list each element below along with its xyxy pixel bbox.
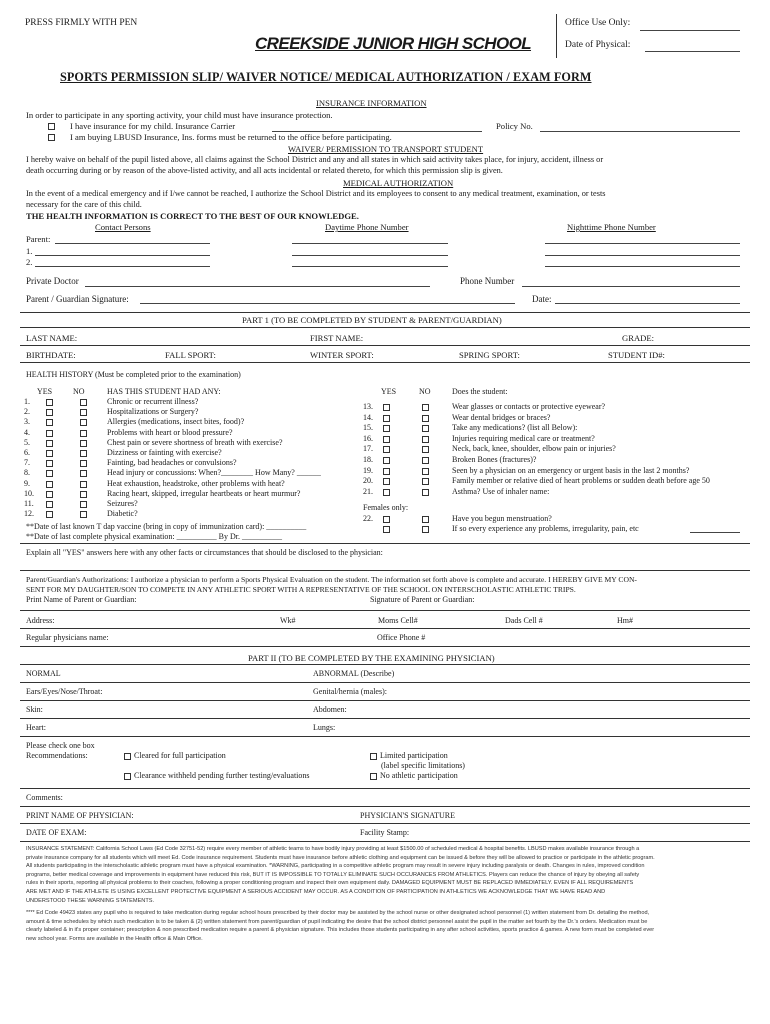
address-label: Address: — [26, 616, 55, 625]
question-number: 5. — [24, 437, 30, 447]
guardian-signature-label: Signature of Parent or Guardian: — [370, 595, 475, 604]
question-text: Fainting, bad headaches or convulsions? — [107, 458, 237, 468]
date-of-physical-field[interactable] — [645, 51, 740, 52]
divider — [20, 628, 750, 629]
no-checkbox[interactable] — [422, 489, 429, 496]
question-number: 9. — [24, 478, 30, 488]
divider — [20, 736, 750, 737]
footer-line: rules in their sports, reporting all physical problems to their coaches, following a proper conditioning program and inspect their own equipment daily. DAMAGED EQUIPMENT MUST BE REPLACED IMMEDIATELY. EVEN IF ALL REQUIREMENTS — [26, 880, 634, 887]
cleared-checkbox[interactable] — [124, 753, 131, 760]
no-checkbox[interactable] — [80, 491, 87, 498]
question-number: 16. — [363, 433, 373, 443]
question-number: 20. — [363, 476, 373, 486]
divider — [20, 841, 750, 842]
parent-day-phone-field[interactable] — [292, 243, 448, 244]
no-checkbox[interactable] — [422, 468, 429, 475]
q22b-no-checkbox[interactable] — [422, 526, 429, 533]
question-number: 12. — [24, 509, 34, 519]
yes-checkbox[interactable] — [46, 419, 53, 426]
question-text: Broken Bones (fractures)? — [452, 455, 537, 464]
withheld-checkbox[interactable] — [124, 773, 131, 780]
no-checkbox[interactable] — [80, 501, 87, 508]
divider — [20, 312, 750, 313]
yes-checkbox[interactable] — [383, 457, 390, 464]
yes-checkbox[interactable] — [46, 399, 53, 406]
yes-checkbox[interactable] — [383, 478, 390, 485]
medical-auth-heading: MEDICAL AUTHORIZATION — [343, 178, 454, 188]
question-22-number: 22. — [363, 514, 373, 523]
authorization-text-2: SENT FOR MY DAUGHTER/SON TO COMPETE IN ANY ATHLETIC SPORT WITH A REPRESENTATIVE OF THE SCHOOL ON INTERSCHOLASTIC ATHLETIC TRIPS. — [26, 585, 576, 594]
divider — [20, 345, 750, 346]
no-checkbox[interactable] — [422, 478, 429, 485]
print-physician-label: PRINT NAME OF PHYSICIAN: — [26, 811, 134, 820]
q22-yes-checkbox[interactable] — [383, 516, 390, 523]
females-only-label: Females only: — [363, 503, 409, 512]
no-checkbox[interactable] — [422, 404, 429, 411]
comments-label: Comments: — [26, 793, 63, 802]
cleared-label: Cleared for full participation — [134, 751, 226, 760]
explain-yes-label: Explain all "YES" answers here with any other facts or circumstances that should be disclosed to the physician: — [26, 548, 383, 557]
yes-checkbox[interactable] — [383, 415, 390, 422]
last-name-label: LAST NAME: — [26, 333, 78, 343]
question-text: Neck, back, knee, shoulder, elbow pain or injuries? — [452, 444, 616, 454]
divider — [20, 823, 750, 824]
parent-label: Parent: — [26, 234, 51, 244]
part1-heading: PART 1 (TO BE COMPLETED BY STUDENT & PARENT/GUARDIAN) — [242, 315, 502, 325]
yes-checkbox[interactable] — [383, 436, 390, 443]
divider — [20, 570, 750, 571]
contact-1-day-phone-field[interactable] — [292, 255, 448, 256]
question-number: 1. — [24, 397, 30, 406]
ears-eyes-label: Ears/Eyes/Nose/Throat: — [26, 687, 103, 696]
normal-label: NORMAL — [26, 669, 61, 678]
question-text: Wear dental bridges or braces? — [452, 412, 551, 422]
insurance-heading: INSURANCE INFORMATION — [316, 98, 427, 108]
yes-checkbox[interactable] — [46, 440, 53, 447]
question-22-text: Have you begun menstruation? — [452, 514, 552, 523]
question-text: Racing heart, skipped, irregular heartbeats or heart murmur? — [107, 488, 301, 498]
no-column-header-right: NO — [419, 387, 431, 396]
yes-checkbox[interactable] — [46, 450, 53, 457]
student-id-label: STUDENT ID#: — [608, 350, 665, 360]
limited-checkbox[interactable] — [370, 753, 377, 760]
question-text: Heat exhaustion, headstroke, other problems with heat? — [107, 478, 285, 488]
has-insurance-checkbox[interactable] — [48, 123, 55, 130]
footer-line: INSURANCE STATEMENT: California School Laws (Ed Code 32751-52) require every member of athletic teams to have bodily injury providing at least $1500.00 of scheduled medical & hospital benefits. LBUSD makes available insurance through a — [26, 846, 640, 852]
regular-physician-label: Regular physicians name: — [26, 633, 109, 642]
limited-label: Limited participation — [380, 751, 448, 760]
left-questions-title: HAS THIS STUDENT HAD ANY: — [107, 387, 221, 396]
waiver-text-2: death occurring during or by reason of the above-listed activity, and all acts incidental or related thereto, for which this permission slip is given. — [26, 166, 503, 175]
q22-no-checkbox[interactable] — [422, 516, 429, 523]
has-insurance-label: I have insurance for my child. Insurance Carrier — [70, 121, 236, 131]
dads-cell-label: Dads Cell # — [505, 616, 543, 625]
divider — [20, 362, 750, 363]
print-name-label: Print Name of Parent or Guardian: — [26, 595, 137, 604]
divider — [20, 543, 750, 544]
question-text: Chest pain or severe shortness of breath with exercise? — [107, 437, 283, 447]
divider — [20, 610, 750, 611]
health-history-heading: HEALTH HISTORY (Must be completed prior to the examination) — [26, 370, 241, 379]
question-text: Family member or relative died of heart problems or sudden death before age 50 — [452, 476, 710, 486]
yes-checkbox[interactable] — [46, 430, 53, 437]
grade-label: GRADE: — [622, 333, 654, 343]
question-number: 7. — [24, 458, 30, 468]
recommendations-label: Recommendations: — [26, 751, 88, 760]
office-box-divider — [556, 14, 557, 58]
q22b-field[interactable] — [690, 532, 740, 533]
genital-label: Genital/hernia (males): — [313, 687, 387, 696]
private-doctor-field[interactable] — [85, 286, 430, 287]
signature-date-field[interactable] — [555, 303, 740, 304]
yes-checkbox[interactable] — [46, 460, 53, 467]
yes-checkbox[interactable] — [46, 491, 53, 498]
no-checkbox[interactable] — [80, 399, 87, 406]
no-checkbox[interactable] — [80, 450, 87, 457]
contact-1-label: 1. — [26, 246, 33, 256]
first-name-label: FIRST NAME: — [310, 333, 364, 343]
question-text: Take any medications? (list all Below): — [452, 423, 578, 433]
home-phone-label: Hm# — [617, 616, 633, 625]
footer-line: programs, better medical coverage and improvements in equipment have reduced this risk, BUT IT IS IMPOSSIBLE TO TOTALLY ELIMINATE SUCH OCCURANCES FROM ATHLETICS. Players can reduce the chance of injury by obeying all safety — [26, 871, 640, 878]
parent-night-phone-field[interactable] — [545, 243, 740, 244]
question-text: Dizziness or fainting with exercise? — [107, 448, 222, 457]
date-of-exam-label: DATE OF EXAM: — [26, 828, 87, 837]
nighttime-phone-heading: Nighttime Phone Number — [567, 222, 656, 232]
contact-2-label: 2. — [26, 257, 33, 267]
moms-cell-label: Moms Cell# — [378, 616, 418, 625]
question-text: Head injury or concussions: When?________ How Many? ______ — [107, 468, 321, 478]
divider — [20, 646, 750, 647]
heart-label: Heart: — [26, 723, 46, 732]
contact-2-night-phone-field[interactable] — [545, 266, 740, 267]
yes-column-header-right: YES — [381, 387, 397, 396]
divider — [20, 806, 750, 807]
no-checkbox[interactable] — [422, 457, 429, 464]
no-checkbox[interactable] — [80, 419, 87, 426]
insurance-intro: In order to participate in any sporting activity, your child must have insurance protection. — [26, 110, 333, 120]
no-checkbox[interactable] — [80, 511, 87, 518]
buying-insurance-checkbox[interactable] — [48, 134, 55, 141]
footer-line: clearly labeled & in it's proper container; prescription & non prescribed medication require a parent & physician signature. This includes those students participating in any after school activities, sports practice & games. A new form must be completed ever — [26, 927, 655, 934]
contact-2-day-phone-field[interactable] — [292, 266, 448, 267]
office-use-only-field[interactable] — [640, 30, 740, 31]
question-text: Diabetic? — [107, 509, 138, 519]
signature-date-label: Date: — [532, 294, 552, 304]
certify-statement: THE HEALTH INFORMATION IS CORRECT TO THE BEST OF OUR KNOWLEDGE. — [26, 211, 359, 221]
question-number: 15. — [363, 423, 373, 433]
no-checkbox[interactable] — [80, 470, 87, 477]
waiver-heading: WAIVER/ PERMISSION TO TRANSPORT STUDENT — [288, 144, 484, 154]
question-number: 13. — [363, 402, 373, 411]
question-number: 10. — [24, 488, 34, 498]
question-text: Injuries requiring medical care or treatment? — [452, 433, 595, 443]
yes-checkbox[interactable] — [383, 468, 390, 475]
question-number: 14. — [363, 412, 373, 422]
footer-line: ARE MET AND IF THE ATHLETE IS USING EXCELLENT PROTECTIVE EQUIPMENT A SERIOUS ACCIDENT MAY OCCUR. AS A CONDITION OF PARTICIPATION IN ATHLETICS WE ACKNOWLEDGE THAT WE HAVE READ AND — [26, 889, 606, 895]
question-22b-text: If so every experience any problems, irregularity, pain, etc — [452, 524, 639, 533]
office-phone-label: Office Phone # — [377, 633, 426, 642]
question-text: Hospitalizations or Surgery? — [107, 407, 199, 417]
form-title: SPORTS PERMISSION SLIP/ WAIVER NOTICE/ MEDICAL AUTHORIZATION / EXAM FORM — [60, 70, 592, 84]
yes-checkbox[interactable] — [46, 501, 53, 508]
work-phone-label: Wk# — [280, 616, 296, 625]
no-checkbox[interactable] — [80, 460, 87, 467]
facility-stamp-label: Facility Stamp: — [360, 828, 410, 837]
waiver-text-1: I hereby waive on behalf of the pupil listed above, all claims against the School District and any and all states in which said activity takes place, for injury, accident, illness or — [26, 155, 604, 164]
birthdate-label: BIRTHDATE: — [26, 350, 76, 360]
private-doctor-label: Private Doctor — [26, 276, 79, 286]
physician-signature-label: PHYSICIAN'S SIGNATURE — [360, 811, 456, 820]
policy-no-label: Policy No. — [496, 121, 533, 131]
abdomen-label: Abdomen: — [313, 705, 347, 714]
footer-line: new school year. Forms are available in the Health office & Main Office. — [26, 935, 203, 942]
question-number: 3. — [24, 417, 30, 427]
last-physical-line: **Date of last complete physical examination: __________ By Dr. __________ — [26, 532, 282, 541]
contact-1-name-field[interactable] — [35, 255, 210, 256]
question-number: 11. — [24, 499, 34, 508]
no-column-header: NO — [73, 387, 85, 396]
q22b-yes-checkbox[interactable] — [383, 526, 390, 533]
divider — [20, 700, 750, 701]
check-one-label: Please check one box — [26, 741, 95, 750]
medical-auth-text-2: necessary for the care of this child. — [26, 200, 142, 209]
no-checkbox[interactable] — [80, 430, 87, 437]
lungs-label: Lungs: — [313, 723, 336, 732]
question-text: Chronic or recurrent illness? — [107, 397, 199, 406]
yes-checkbox[interactable] — [46, 511, 53, 518]
contact-2-name-field[interactable] — [35, 266, 210, 267]
right-questions-title: Does the student: — [452, 387, 508, 396]
yes-checkbox[interactable] — [46, 481, 53, 488]
footer-line: private insurance company for all students which will meet Ed. Code insurance requirement. Students must have insurance before athletic clothing and equipment can be issued & before they will be allowed to practice or participate in the athletic program. — [26, 854, 655, 861]
skin-label: Skin: — [26, 705, 43, 714]
label-limits-note: (label specific limitations) — [381, 761, 465, 770]
date-of-physical-label: Date of Physical: — [565, 40, 631, 50]
medical-auth-text-1: In the event of a medical emergency and if I/we cannot be reached, I authorize the School District and its employees to consent to any medical treatment, examination, or tests — [26, 189, 606, 198]
footer-line: All students participating in the interscholastic athletic program must have a physical examination. *WARNING, participating in a competitive athletic program may result in severe injury including paralysis or death. Changes in rules, improved condition — [26, 863, 645, 870]
yes-checkbox[interactable] — [383, 425, 390, 432]
footer-line: UNDERSTOOD THESE WARNING STATEMENTS. — [26, 897, 155, 904]
no-checkbox[interactable] — [80, 409, 87, 416]
yes-column-header: YES — [37, 387, 53, 396]
phone-number-label: Phone Number — [460, 276, 515, 286]
question-text: Wear glasses or contacts or protective eyewear? — [452, 402, 606, 411]
question-number: 21. — [363, 486, 373, 496]
press-firmly-note: PRESS FIRMLY WITH PEN — [25, 18, 138, 28]
question-text: Problems with heart or blood pressure? — [107, 427, 233, 437]
doctor-phone-field[interactable] — [522, 286, 740, 287]
question-text: Seen by a physician on an emergency or urgent basis in the last 2 months? — [452, 465, 690, 475]
spring-sport-label: SPRING SPORT: — [459, 350, 520, 360]
question-text: Seizures? — [107, 499, 138, 508]
footer-line: **** Ed Code 49423 states any pupil who is required to take medication during regular school hours prescribed by their doctor may be assisted by the school nurse or other designated school personnel (1) written statement from Dr. detailing the method, — [26, 910, 650, 916]
no-athletic-checkbox[interactable] — [370, 773, 377, 780]
daytime-phone-heading: Daytime Phone Number — [325, 222, 409, 232]
parent-signature-field[interactable] — [140, 303, 515, 304]
authorization-text-1: Parent/Guardian's Authorizations: I authorize a physician to perform a Sports Physical Evaluation on the student. The information set forth above is complete and accurate. I HEREBY GIVE MY CON- — [26, 575, 637, 584]
no-athletic-label: No athletic participation — [380, 771, 458, 780]
no-checkbox[interactable] — [422, 446, 429, 453]
divider — [20, 788, 750, 789]
divider — [20, 682, 750, 683]
school-name: CREEKSIDE JUNIOR HIGH SCHOOL — [255, 34, 532, 53]
buying-insurance-label: I am buying LBUSD Insurance, Ins. forms must be returned to the office before participating. — [70, 132, 392, 142]
question-number: 19. — [363, 465, 373, 475]
no-checkbox[interactable] — [80, 481, 87, 488]
parent-signature-label: Parent / Guardian Signature: — [26, 294, 129, 304]
yes-checkbox[interactable] — [383, 446, 390, 453]
yes-checkbox[interactable] — [383, 404, 390, 411]
question-number: 6. — [24, 448, 30, 457]
no-checkbox[interactable] — [422, 436, 429, 443]
contact-1-night-phone-field[interactable] — [545, 255, 740, 256]
parent-name-field[interactable] — [55, 243, 210, 244]
divider — [20, 327, 750, 328]
question-text: Asthma? Use of inhaler name: — [452, 486, 550, 496]
yes-checkbox[interactable] — [46, 409, 53, 416]
abnormal-label: ABNORMAL (Describe) — [313, 669, 395, 678]
question-text: Allergies (medications, insect bites, food)? — [107, 417, 245, 427]
question-number: 17. — [363, 444, 373, 454]
withheld-label: Clearance withheld pending further testing/evaluations — [134, 771, 310, 780]
winter-sport-label: WINTER SPORT: — [310, 350, 374, 360]
no-checkbox[interactable] — [80, 440, 87, 447]
office-use-only-label: Office Use Only: — [565, 18, 631, 28]
divider — [20, 718, 750, 719]
question-number: 2. — [24, 407, 30, 417]
policy-no-field[interactable] — [540, 131, 740, 132]
divider — [20, 664, 750, 665]
fall-sport-label: FALL SPORT: — [165, 350, 216, 360]
no-checkbox[interactable] — [422, 415, 429, 422]
question-number: 4. — [24, 427, 30, 437]
question-number: 18. — [363, 455, 373, 464]
no-checkbox[interactable] — [422, 425, 429, 432]
part2-heading: PART II (TO BE COMPLETED BY THE EXAMINING PHYSICIAN) — [248, 653, 495, 663]
tdap-vaccine-line: **Date of last known T dap vaccine (bring in copy of immunization card): __________ — [26, 522, 307, 531]
footer-line: amount & time schedules by which such medication is to be taken & (2) written statement from parent/guardian of pupil indicating the desire that the school district personnel assist the pupil in the matter set fourth by the Dr.'s orders. Medication must be — [26, 918, 648, 925]
yes-checkbox[interactable] — [383, 489, 390, 496]
contact-persons-heading: Contact Persons — [95, 222, 151, 232]
question-number: 8. — [24, 468, 30, 478]
yes-checkbox[interactable] — [46, 470, 53, 477]
